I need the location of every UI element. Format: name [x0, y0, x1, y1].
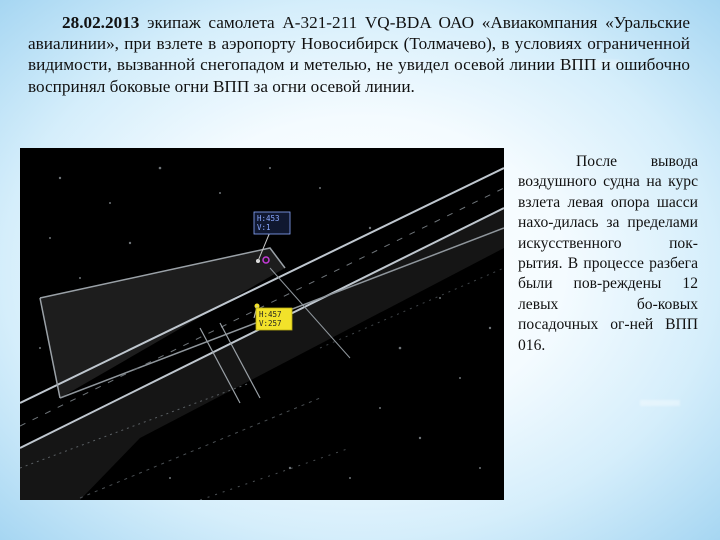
radar-image	[20, 148, 504, 500]
side-paragraph	[518, 152, 698, 356]
incident-date: 28.02.2013	[62, 13, 140, 32]
side-description: После вывода воздушного судна на курс взлета левая опора шасси нахо-дилась за пределами искусственного пок-рытия. В процессе разбега были пов-реждены 12 левых бо-ковых посадочных ог-ней ВПП 016.	[518, 153, 698, 354]
upper-label-line: V:1	[257, 223, 271, 232]
lower-label-line: V:257	[259, 319, 282, 328]
main-paragraph	[28, 12, 690, 97]
lower-label-line: H:457	[259, 310, 282, 319]
incident-description: экипаж самолета А-321-211 VQ-BDA ОАО «Авиакомпания «Уральские авиалинии», при взлете в аэропорту Новосибирск (Толмачево), в условиях ограниченной видимости, вызванной снегопадом и метелью, не увидел осевой линии ВПП и ошибочно воспринял боковые огни ВПП за огни осевой линии.	[28, 13, 690, 96]
grass-texture	[200, 448, 350, 500]
upper-label-line: H:453	[257, 214, 280, 223]
frost-highlight	[640, 400, 680, 406]
radar-scene	[20, 148, 504, 500]
